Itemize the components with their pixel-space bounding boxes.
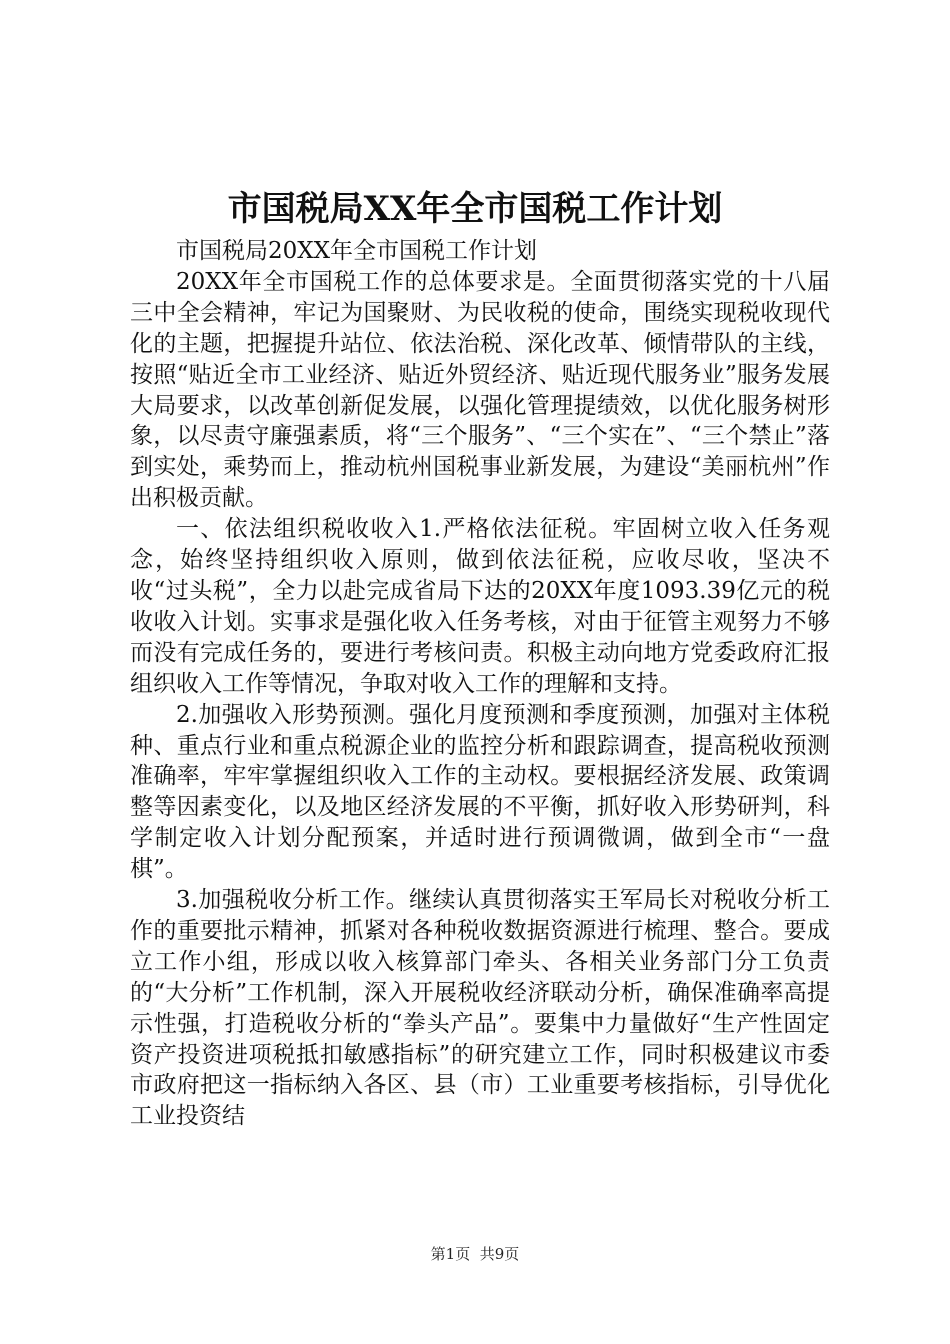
body-paragraph: 20XX年全市国税工作的总体要求是。全面贯彻落实党的十八届三中全会精神，牢记为国聚财、为民收税的使命，围绕实现税收现代化的主题，把握提升站位、依法治税、深化改革、倾情带队的主线，按照“贴近全市工业经济、贴近外贸经济、贴近现代服务业”服务发展大局要求，以改革创新促发展，以强化管理提绩效，以优化服务树形象，以尽责守廉强素质，将“三个服务”、“三个实在”、“三个禁止”落到实处，乘势而上，推动杭州国税事业新发展，为建设“美丽杭州”作出积极贡献。 — [130, 268, 830, 512]
page-number: 第1页 — [430, 1245, 471, 1263]
page-footer — [0, 1244, 950, 1264]
total-pages: 共9页 — [479, 1245, 520, 1263]
body-paragraph: 2.加强收入形势预测。强化月度预测和季度预测，加强对主体税种、重点行业和重点税源企业的监控分析和跟踪调查，提高税收预测准确率，牢牢掌握组织收入工作的主动权。要根据经济发展、政策调整等因素变化，以及地区经济发展的不平衡，抓好收入形势研判，科学制定收入计划分配预案，并适时进行预调微调，做到全市“一盘棋”。 — [130, 701, 830, 883]
document-title: 市国税局XX年全市国税工作计划 — [227, 189, 723, 229]
body-paragraph: 3.加强税收分析工作。继续认真贯彻落实王军局长对税收分析工作的重要批示精神，抓紧对各种税收数据资源进行梳理、整合。要成立工作小组，形成以收入核算部门牵头、各相关业务部门分工负责的“大分析”工作机制，深入开展税收经济联动分析，确保准确率高提示性强，打造税收分析的“拳头产品”。要集中力量做好“生产性固定资产投资进项税抵扣敏感指标”的研究建立工作，同时积极建议市委市政府把这一指标纳入各区、县（市）工业重要考核指标，引导优化工业投资结 — [130, 887, 830, 1130]
subtitle-paragraph: 市国税局20XX年全市国税工作计划 — [176, 238, 538, 264]
document-body — [130, 236, 830, 1132]
body-paragraph: 一、依法组织税收收入1.严格依法征税。牢固树立收入任务观念，始终坚持组织收入原则，做到依法征税，应收尽收，坚决不收“过头税”，全力以赴完成省局下达的20XX年度1093.39亿元的税收收入计划。实事求是强化收入任务考核，对由于征管主观努力不够而没有完成任务的，要进行考核问责。积极主动向地方党委政府汇报组织收入工作等情况，争取对收入工作的理解和支持。 — [130, 516, 830, 697]
